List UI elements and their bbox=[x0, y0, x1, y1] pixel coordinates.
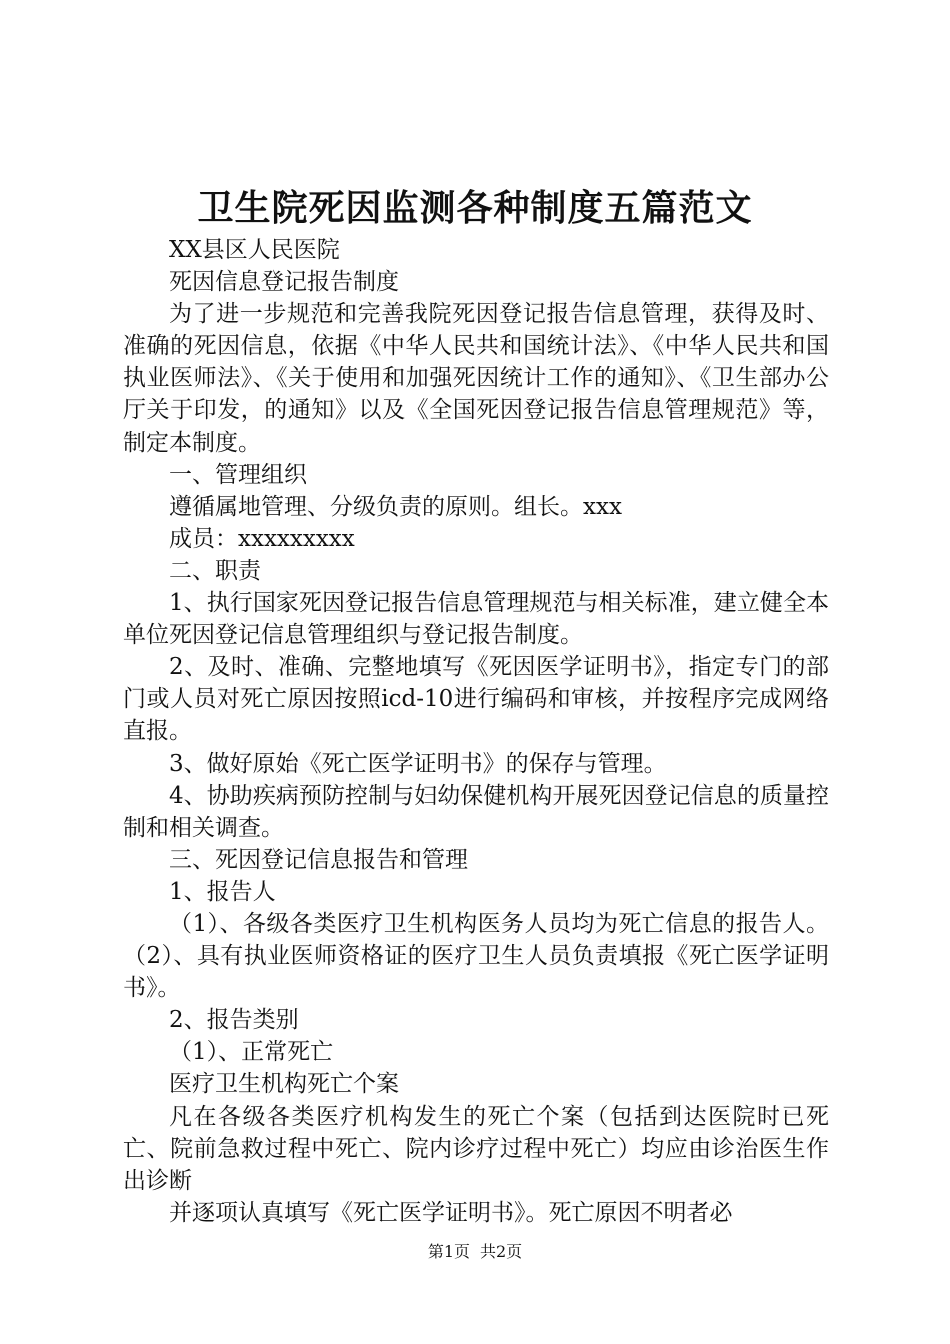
heading-report-category: 2、报告类别 bbox=[169, 1007, 299, 1034]
heading-reporting-management: 三、死因登记信息报告和管理 bbox=[169, 846, 468, 873]
paragraph-case-diagnosis: 凡在各级各类医疗机构发生的死亡个案（包括到达医院时已死亡、院前急救过程中死亡、院内诊疗过程中死亡）均应由诊治医生作出诊断 bbox=[123, 1103, 829, 1194]
paragraph-system-name: 死因信息登记报告制度 bbox=[169, 269, 399, 296]
heading-management-organization: 一、管理组织 bbox=[169, 461, 307, 488]
paragraph-duty-1: 1、执行国家死因登记报告信息管理规范与相关标准，建立健全本单位死因登记信息管理组织与登记报告制度。 bbox=[123, 590, 829, 649]
paragraph-hospital-name: XX县区人民医院 bbox=[169, 237, 340, 263]
paragraph-institution-cases: 医疗卫生机构死亡个案 bbox=[169, 1071, 399, 1098]
paragraph-duty-4: 4、协助疾病预防控制与妇幼保健机构开展死因登记信息的质量控制和相关调查。 bbox=[123, 782, 829, 841]
page-footer bbox=[0, 1242, 950, 1262]
paragraph-duty-3: 3、做好原始《死亡医学证明书》的保存与管理。 bbox=[169, 750, 667, 777]
heading-duties: 二、职责 bbox=[169, 557, 261, 584]
paragraph-fill-certificate: 并逐项认真填写《死亡医学证明书》。死亡原因不明者必 bbox=[169, 1199, 733, 1226]
paragraph-intro: 为了进一步规范和完善我院死因登记报告信息管理，获得及时、准确的死因信息，依据《中华人民共和国统计法》、《中华人民共和国执业医师法》、《关于使用和加强死因统计工作的通知》、《卫生部办公厅关于印发，的通知》以及《全国死因登记报告信息管理规范》等，制定本制度。 bbox=[123, 301, 829, 456]
page-number-total: 共2页 bbox=[480, 1242, 523, 1261]
page-number-current: 第1页 bbox=[427, 1242, 470, 1261]
document-title: 卫生院死因监测各种制度五篇范文 bbox=[197, 187, 753, 229]
heading-reporter: 1、报告人 bbox=[169, 878, 276, 905]
paragraph-duty-2: 2、及时、准确、完整地填写《死因医学证明书》，指定专门的部门或人员对死亡原因按照icd-10进行编码和审核，并按程序完成网络直报。 bbox=[123, 654, 829, 745]
paragraph-members: 成员：xxxxxxxxx bbox=[169, 525, 355, 552]
paragraph-normal-death: （1）、正常死亡 bbox=[169, 1039, 334, 1066]
paragraph-reporter-detail: （1）、各级各类医疗卫生机构医务人员均为死亡信息的报告人。（2）、具有执业医师资格证的医疗卫生人员负责填报《死亡医学证明书》。 bbox=[123, 910, 829, 1002]
paragraph-principle: 遵循属地管理、分级负责的原则。组长。xxx bbox=[169, 493, 622, 520]
document-body bbox=[123, 234, 829, 1229]
